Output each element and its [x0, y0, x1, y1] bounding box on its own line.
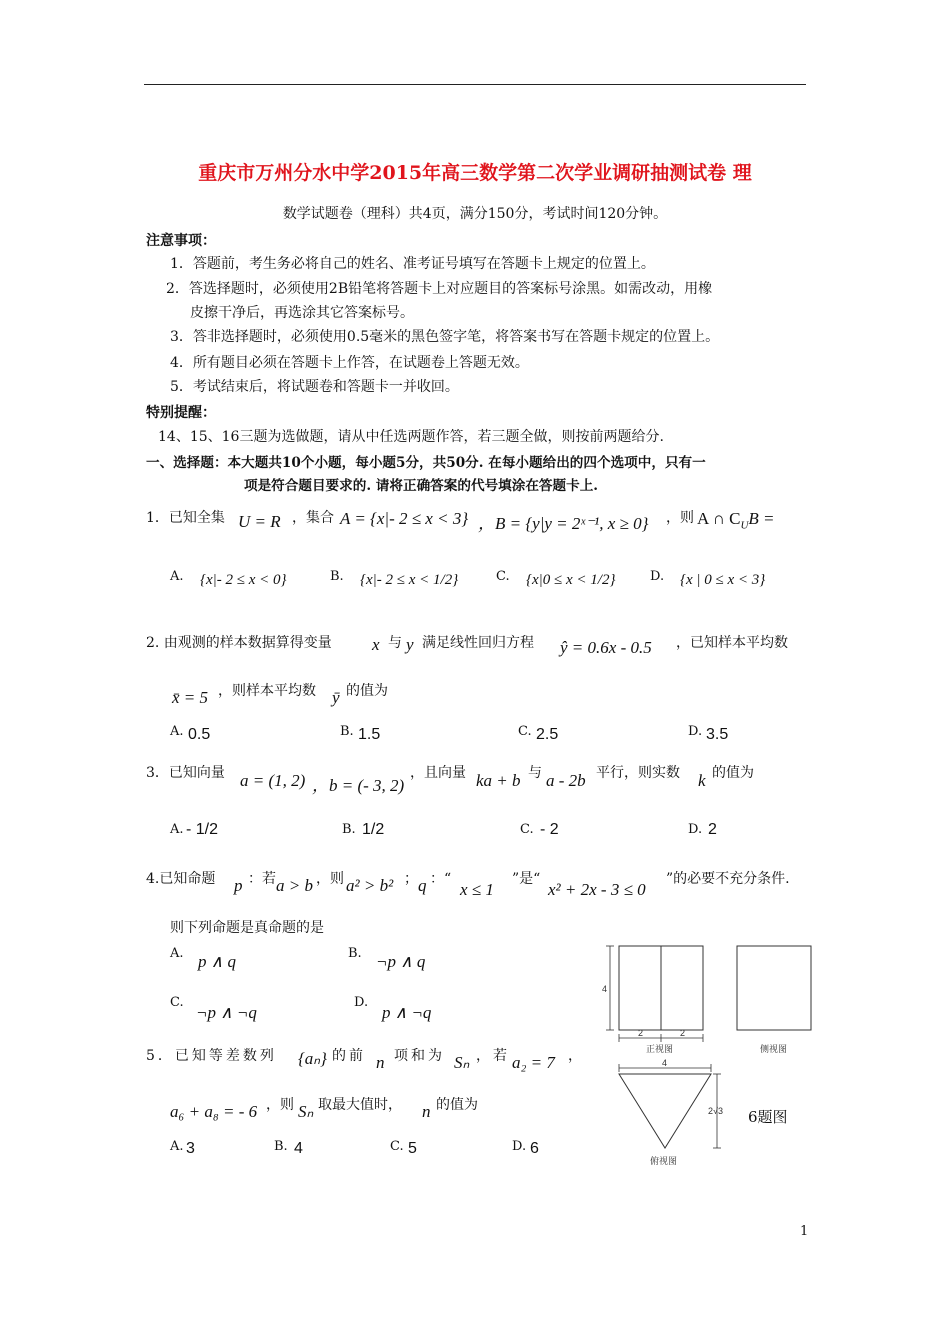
q2-var-y: y: [406, 635, 414, 654]
q3-vector-b: ，b = (- 3, 2): [312, 776, 405, 795]
q4-option-label: C.: [170, 995, 184, 1010]
q3-option-b: 1/2: [362, 821, 385, 838]
q4-stem: ，则: [316, 871, 344, 887]
q2-regression-eq: ŷ = 0.6x - 0.5: [560, 638, 652, 657]
q5-cond-1: a₂ = 7: [512, 1053, 555, 1072]
q1-set-a: A = {x|- 2 ≤ x < 3}: [340, 509, 469, 528]
q3-option-label: C.: [520, 822, 534, 837]
q5-option-c: 5: [408, 1140, 417, 1157]
note-item-continued: 皮擦干净后，再选涂其它答案标号。: [190, 305, 414, 321]
q1-option-c: {x|0 ≤ x < 1/2}: [526, 572, 616, 588]
top-view-label: 俯视图: [650, 1156, 678, 1166]
q3-expr-1: ka + b: [476, 771, 521, 790]
q3-stem: 的值为: [712, 765, 754, 781]
q2-stem: ，则样本平均数: [218, 683, 316, 699]
q2-stem: 2. 由观测的样本数据算得变量: [146, 635, 332, 651]
q4-cond-3: x ≤ 1: [460, 880, 494, 899]
q5-option-label: D.: [512, 1139, 527, 1154]
note-item: 5．考试结束后，将试题卷和答题卡一并收回。: [170, 379, 459, 395]
q4-option-a: p ∧ q: [198, 952, 236, 971]
q2-stem: 满足线性回归方程: [422, 635, 534, 651]
q2-stem: ，已知样本平均数: [676, 635, 788, 651]
section-heading: 一、选择题：本大题共10个小题，每小题5分，共50分. 在每小题给出的四个选项中，只有一: [146, 455, 706, 471]
q1-expr-main: A ∩ C: [697, 509, 741, 528]
q5-stem: ，若: [476, 1048, 510, 1064]
q2-ybar: ȳ: [332, 688, 340, 707]
q1-stem: 1．已知全集: [146, 510, 225, 526]
dim-half-left-label: 2: [638, 1028, 644, 1038]
notes-heading: 注意事项：: [146, 233, 216, 249]
q5-option-d: 6: [530, 1140, 539, 1157]
q1-expression: [697, 509, 775, 531]
q5-sequence: {aₙ}: [298, 1049, 327, 1068]
q3-option-label: B.: [342, 822, 356, 837]
q4-option-b: ¬p ∧ q: [376, 952, 426, 971]
q2-xbar: x̄ = 5: [172, 688, 209, 707]
q4-cond-4: x² + 2x - 3 ≤ 0: [548, 880, 646, 899]
q1-expr-sub: U: [740, 519, 749, 532]
q5-stem: 取最大值时，: [318, 1097, 402, 1113]
q3-option-a: - 1/2: [186, 821, 219, 838]
q4-var-q: q: [418, 876, 427, 895]
q3-option-c: - 2: [540, 821, 559, 838]
q4-stem: ；: [404, 871, 418, 887]
note-item: 4．所有题目必须在答题卡上作答，在试题卷上答题无效。: [170, 355, 529, 371]
q1-option-label: B.: [330, 569, 344, 584]
q3-option-d: 2: [708, 821, 717, 838]
q2-option-c: 2.5: [536, 726, 559, 743]
q2-option-label: C.: [518, 724, 532, 739]
q4-stem: ”的必要不充分条件.: [666, 871, 790, 887]
dim-top-height-label: 2√3: [708, 1106, 723, 1116]
q5-option-b: 4: [294, 1140, 303, 1157]
q2-option-a: 0.5: [188, 726, 211, 743]
side-view-rect: [737, 946, 811, 1030]
q5-stem: 项和为: [394, 1048, 445, 1064]
q4-option-c: ¬p ∧ ¬q: [196, 1003, 257, 1022]
q1-stem: ，则: [666, 510, 694, 526]
q3-var-k: k: [698, 771, 706, 790]
q5-stem: 的值为: [436, 1097, 478, 1113]
dim-height-label: 4: [602, 984, 608, 994]
q2-var-x: x: [372, 635, 380, 654]
paper-subtitle: 数学试题卷（理科）共4页，满分150分，考试时间120分钟。: [282, 206, 668, 222]
q3-stem: 与: [528, 765, 542, 781]
q3-vector-a: a = (1, 2): [240, 771, 306, 790]
q1-option-label: D.: [650, 569, 665, 584]
q3-option-label: D.: [688, 822, 703, 837]
q5-option-label: C.: [390, 1139, 404, 1154]
q1-set-b: ，B = {y|y = 2ˣ⁻¹, x ≥ 0}: [478, 514, 649, 533]
side-view-label: 侧视图: [760, 1044, 788, 1054]
paper-title: 重庆市万州分水中学2015年高三数学第二次学业调研抽测试卷 理: [198, 162, 752, 184]
q5-sum-2: Sₙ: [298, 1102, 314, 1121]
q4-stem: ：“: [430, 871, 452, 887]
q4-cond-2: a² > b²: [346, 876, 394, 895]
q5-var-n: n: [376, 1053, 385, 1072]
q3-stem: ，且向量: [410, 765, 466, 781]
q3-stem: 平行，则实数: [596, 765, 680, 781]
q4-var-p: p: [234, 876, 243, 895]
note-item: 1．答题前，考生务必将自己的姓名、准考证号填写在答题卡上规定的位置上。: [170, 256, 655, 272]
q4-cond-1: a > b: [276, 876, 313, 895]
q2-option-label: B.: [340, 724, 354, 739]
q1-expr-end: B =: [748, 509, 775, 528]
q5-option-label: B.: [274, 1139, 288, 1154]
header-rule: [144, 84, 806, 85]
q4-option-d: p ∧ ¬q: [382, 1003, 432, 1022]
q2-stem: 与: [388, 635, 402, 651]
q5-stem: 的前: [332, 1048, 366, 1064]
q2-option-label: D.: [688, 724, 703, 739]
section-heading-cont: 项是符合题目要求的. 请将正确答案的代号填涂在答题卡上.: [244, 478, 599, 494]
q5-stem: ，: [568, 1048, 582, 1064]
q2-stem: 的值为: [346, 683, 388, 699]
note-item: 3．答非选择题时，必须使用0.5毫米的黑色签字笔，将答案书写在答题卡规定的位置上。: [170, 329, 720, 345]
q4-option-label: A.: [170, 946, 184, 961]
q3-option-label: A.: [170, 822, 184, 837]
dim-top-width-label: 4: [662, 1058, 668, 1068]
q1-option-label: C.: [496, 569, 510, 584]
q3-stem: 3．已知向量: [146, 765, 225, 781]
q3-expr-2: a - 2b: [546, 771, 586, 790]
front-view-label: 正视图: [646, 1044, 674, 1054]
special-text: 14、15、16三题为选做题，请从中任选两题作答，若三题全做，则按前两题给分.: [158, 429, 664, 445]
q4-prompt: 则下列命题是真命题的是: [170, 920, 324, 936]
q4-stem: ”是“: [512, 871, 541, 887]
special-heading: 特别提醒：: [146, 405, 216, 421]
q2-option-label: A.: [170, 724, 184, 739]
q5-option-a: 3: [186, 1140, 195, 1157]
q2-option-d: 3.5: [706, 726, 729, 743]
q1-option-label: A.: [170, 569, 184, 584]
q1-stem: ，集合: [292, 510, 334, 526]
q4-option-label: B.: [348, 946, 362, 961]
q5-sum: Sₙ: [454, 1053, 470, 1072]
q5-stem: ，则: [266, 1097, 294, 1113]
q2-option-b: 1.5: [358, 726, 381, 743]
page-number: 1: [800, 1224, 809, 1239]
q4-stem: 4.已知命题: [146, 871, 216, 887]
three-view-figure: [598, 936, 820, 1172]
top-view-triangle: [619, 1074, 711, 1148]
q5-stem: 5．已知等差数列: [146, 1048, 277, 1064]
q1-universe: U = R: [238, 512, 281, 531]
q1-option-a: {x|- 2 ≤ x < 0}: [200, 572, 287, 588]
q5-option-label: A.: [170, 1139, 184, 1154]
q4-stem: ：若: [248, 871, 276, 887]
q5-cond-2: a₆ + a₈ = - 6: [170, 1102, 258, 1121]
figure-caption: 6题图: [748, 1108, 788, 1126]
q1-option-d: {x | 0 ≤ x < 3}: [680, 572, 766, 588]
note-item: 2．答选择题时，必须使用2B铅笔将答题卡上对应题目的答案标号涂黑。如需改动，用橡: [166, 281, 713, 297]
q5-var-n-2: n: [422, 1102, 431, 1121]
q4-option-label: D.: [354, 995, 369, 1010]
dim-half-right-label: 2: [680, 1028, 686, 1038]
q1-option-b: {x|- 2 ≤ x < 1/2}: [360, 572, 459, 588]
